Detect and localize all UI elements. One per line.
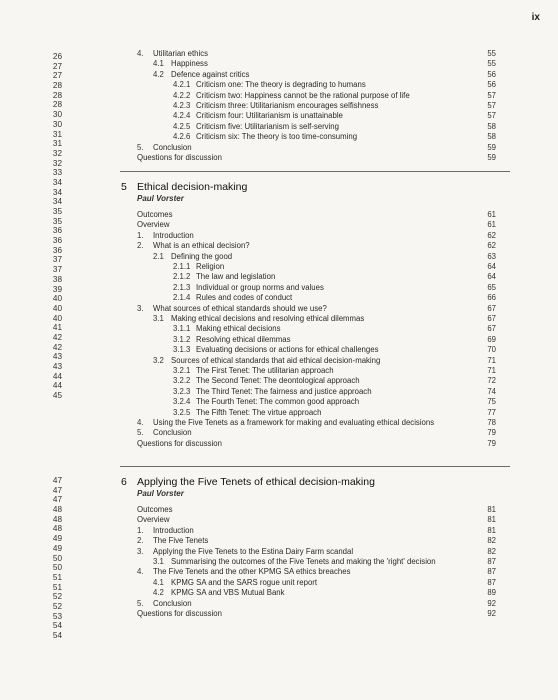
toc-entry-title: What is an ethical decision? bbox=[153, 241, 250, 251]
toc-entry-number: 4.2.3 bbox=[173, 101, 191, 110]
toc-entry[interactable] bbox=[0, 342, 558, 355]
margin-number: 31 bbox=[52, 139, 62, 149]
toc-entry[interactable] bbox=[0, 119, 558, 132]
toc-entry[interactable] bbox=[0, 418, 558, 428]
toc-entry-page: 71 bbox=[487, 355, 496, 365]
margin-number: 44 bbox=[52, 371, 62, 381]
margin-number: 48 bbox=[52, 505, 62, 515]
margin-number: 35 bbox=[52, 207, 62, 216]
margin-number: 54 bbox=[52, 621, 62, 631]
toc-entry[interactable] bbox=[0, 387, 558, 397]
toc-entry-number: 2.1.4 bbox=[173, 293, 191, 303]
toc-entry-title: Religion bbox=[196, 262, 225, 271]
toc-entry-page: 56 bbox=[487, 69, 496, 79]
margin-number: 42 bbox=[52, 342, 62, 352]
toc-entry-title: Evaluating decisions or actions for ethical challenges bbox=[196, 345, 379, 355]
toc-entry-number: 2.1.2 bbox=[173, 272, 191, 282]
toc-entry-number: 4.2 bbox=[153, 69, 164, 79]
margin-number: 42 bbox=[52, 332, 62, 342]
toc-entry-number: 5. bbox=[137, 598, 144, 608]
toc-entry-title: Resolving ethical dilemmas bbox=[196, 334, 291, 344]
toc-entry-title: The Fifth Tenet: The virtue approach bbox=[196, 407, 322, 417]
margin-number: 34 bbox=[52, 177, 62, 187]
toc-entry-number: 3.2.1 bbox=[173, 366, 191, 375]
toc-entry-page: 72 bbox=[487, 376, 496, 386]
toc-entry-page: 82 bbox=[487, 546, 496, 556]
toc-entry-title: The Five Tenets and the other KPMG SA ethics breaches bbox=[153, 567, 351, 577]
toc-entry[interactable] bbox=[0, 567, 558, 577]
toc-entry-page: 69 bbox=[487, 334, 496, 344]
toc-entry-title: Overview bbox=[137, 515, 170, 525]
chapter-6-title: Applying the Five Tenets of ethical decision-making bbox=[137, 476, 375, 488]
toc-entry-title: Questions for discussion bbox=[137, 153, 222, 162]
toc-entry-title: Summarising the outcomes of the Five Tenets and making the 'right' decision bbox=[171, 557, 436, 566]
margin-number: 47 bbox=[52, 495, 62, 505]
toc-entry-title: The Third Tenet: The fairness and justice approach bbox=[196, 386, 372, 396]
toc-entry-title: Using the Five Tenets as a framework for making and evaluating ethical decisions bbox=[153, 418, 435, 427]
toc-entry-page: 71 bbox=[487, 366, 496, 375]
margin-number: 27 bbox=[52, 71, 62, 81]
toc-entry[interactable] bbox=[0, 332, 558, 345]
toc-entry[interactable] bbox=[0, 356, 558, 366]
toc-entry-title: KPMG SA and the SARS rogue unit report bbox=[171, 577, 318, 587]
margin-number: 52 bbox=[52, 592, 62, 602]
margin-number: 50 bbox=[52, 553, 62, 563]
margin-number: 40 bbox=[52, 303, 62, 313]
toc-entry-title: Criticism six: The theory is too time-consuming bbox=[196, 132, 358, 142]
toc-entry-page: 63 bbox=[487, 251, 496, 261]
margin-number: 49 bbox=[52, 543, 62, 553]
toc-entry-title: Sources of ethical standards that aid ethical decision-making bbox=[171, 355, 381, 365]
toc-entry-number: 3.2.3 bbox=[173, 386, 191, 396]
toc-entry-title: KPMG SA and VBS Mutual Bank bbox=[171, 588, 285, 598]
toc-entry-number: 4. bbox=[137, 418, 144, 427]
toc-entry-title: Defence against critics bbox=[171, 69, 250, 79]
margin-number: 26 bbox=[52, 52, 62, 61]
toc-entry-number: 1. bbox=[137, 525, 144, 535]
chapter-6-number: 6 bbox=[121, 476, 127, 488]
toc-entry-page: 87 bbox=[487, 557, 496, 566]
toc-entry-page: 79 bbox=[487, 428, 496, 438]
toc-entry[interactable] bbox=[0, 439, 558, 449]
chapter-5-rule bbox=[120, 171, 510, 172]
toc-entry-number: 3.2.2 bbox=[173, 376, 191, 386]
toc-entry[interactable] bbox=[0, 129, 558, 142]
toc-entry-title: Overview bbox=[137, 220, 170, 230]
toc-entry[interactable] bbox=[0, 428, 558, 438]
toc-entry-number: 4.2.6 bbox=[173, 132, 191, 142]
toc-entry-page: 70 bbox=[487, 345, 496, 355]
toc-entry-title: Utilitarian ethics bbox=[153, 49, 209, 58]
margin-number: 44 bbox=[52, 381, 62, 391]
toc-entry[interactable] bbox=[0, 143, 558, 153]
toc-entry[interactable] bbox=[0, 536, 558, 546]
margin-number: 27 bbox=[52, 61, 62, 71]
toc-entry-page: 57 bbox=[487, 101, 496, 110]
toc-entry[interactable] bbox=[0, 408, 558, 418]
toc-entry[interactable] bbox=[0, 557, 558, 567]
toc-entry-title: Questions for discussion bbox=[137, 609, 222, 618]
margin-number: 36 bbox=[52, 226, 62, 236]
margin-number: 40 bbox=[52, 313, 62, 323]
toc-entry-title: Happiness bbox=[171, 59, 208, 69]
toc-entry[interactable] bbox=[0, 80, 558, 90]
toc-entry-number: 4.2.5 bbox=[173, 121, 191, 131]
margin-number: 35 bbox=[52, 216, 62, 226]
toc-entry-page: 66 bbox=[487, 293, 496, 303]
toc-entry-page: 79 bbox=[487, 438, 496, 448]
toc-entry-number: 2.1.1 bbox=[173, 262, 191, 271]
margin-number: 37 bbox=[52, 265, 62, 275]
toc-entry-page: 81 bbox=[487, 505, 496, 514]
toc-entry-page: 75 bbox=[487, 397, 496, 407]
toc-entry-page: 89 bbox=[487, 588, 496, 598]
toc-entry[interactable] bbox=[0, 153, 558, 163]
toc-entry-title: What sources of ethical standards should we use? bbox=[153, 303, 327, 313]
toc-entry-title: Making ethical decisions and resolving ethical dilemmas bbox=[171, 314, 365, 323]
toc-entry-title: Individual or group norms and values bbox=[196, 282, 324, 292]
page-number: ix bbox=[531, 12, 540, 23]
toc-entry[interactable] bbox=[0, 609, 558, 619]
toc-entry-number: 4.2 bbox=[153, 588, 164, 598]
toc-entry-page: 62 bbox=[487, 230, 496, 240]
toc-entry-title: Introduction bbox=[153, 525, 194, 535]
margin-number: 37 bbox=[52, 255, 62, 265]
toc-entry-number: 3.1 bbox=[153, 314, 164, 323]
margin-number: 34 bbox=[52, 197, 62, 207]
toc-entry-number: 3.2.5 bbox=[173, 407, 191, 417]
toc-entry[interactable] bbox=[0, 252, 558, 262]
margin-number: 28 bbox=[52, 90, 62, 100]
toc-entry-page: 64 bbox=[487, 272, 496, 282]
toc-entry-number: 2.1 bbox=[153, 251, 164, 261]
toc-entry-number: 4.2.4 bbox=[173, 111, 191, 121]
toc-entry-page: 67 bbox=[487, 314, 496, 323]
toc-entry[interactable] bbox=[0, 599, 558, 609]
margin-number: 36 bbox=[52, 245, 62, 255]
toc-entry-title: The First Tenet: The utilitarian approach bbox=[196, 366, 334, 375]
toc-entry-number: 3.1.2 bbox=[173, 334, 191, 344]
margin-number: 39 bbox=[52, 284, 62, 294]
toc-entry-number: 3.1.3 bbox=[173, 345, 191, 355]
toc-entry-number: 3. bbox=[137, 303, 144, 313]
toc-entry[interactable] bbox=[0, 272, 558, 282]
toc-entry-title: Defining the good bbox=[171, 251, 233, 261]
toc-entry-number: 5. bbox=[137, 142, 144, 152]
toc-entry[interactable] bbox=[0, 588, 558, 598]
margin-number: 51 bbox=[52, 582, 62, 592]
toc-entry-page: 67 bbox=[487, 324, 496, 334]
margin-number: 41 bbox=[52, 323, 62, 333]
margin-number: 48 bbox=[52, 524, 62, 534]
toc-entry[interactable] bbox=[0, 70, 558, 80]
toc-entry-page: 55 bbox=[487, 49, 496, 58]
toc-entry-title: Rules and codes of conduct bbox=[196, 293, 293, 303]
margin-number: 47 bbox=[52, 485, 62, 495]
margin-number: 47 bbox=[52, 476, 62, 485]
toc-entry-number: 3. bbox=[137, 546, 144, 556]
toc-entry[interactable] bbox=[0, 111, 558, 121]
toc-entry-number: 2.1.3 bbox=[173, 282, 191, 292]
margin-number: 54 bbox=[52, 631, 62, 640]
margin-number: 36 bbox=[52, 236, 62, 246]
toc-entry-title: Outcomes bbox=[137, 505, 173, 514]
toc-entry-title: Conclusion bbox=[153, 428, 192, 438]
margin-number: 48 bbox=[52, 514, 62, 524]
toc-entry[interactable] bbox=[0, 304, 558, 314]
toc-entry-number: 3.1 bbox=[153, 557, 164, 566]
toc-entry-number: 4.1 bbox=[153, 59, 164, 69]
toc-entry-page: 58 bbox=[487, 121, 496, 131]
margin-number: 28 bbox=[52, 81, 62, 91]
margin-number: 43 bbox=[52, 352, 62, 362]
toc-entry[interactable] bbox=[0, 505, 558, 515]
toc-entry[interactable] bbox=[0, 101, 558, 111]
margin-number: 32 bbox=[52, 148, 62, 158]
toc-entry-page: 81 bbox=[487, 515, 496, 525]
toc-entry-number: 1. bbox=[137, 230, 144, 240]
chapter-6-author: Paul Vorster bbox=[137, 489, 184, 498]
margin-number: 45 bbox=[52, 391, 62, 401]
margin-number: 43 bbox=[52, 362, 62, 371]
toc-entry-page: 64 bbox=[487, 262, 496, 271]
toc-entry[interactable] bbox=[0, 376, 558, 386]
toc-entry[interactable] bbox=[0, 366, 558, 376]
toc-entry-page: 59 bbox=[487, 142, 496, 152]
toc-entry-page: 92 bbox=[487, 598, 496, 608]
toc-entry-page: 78 bbox=[487, 418, 496, 427]
margin-number: 28 bbox=[52, 100, 62, 110]
toc-entry-title: The Five Tenets bbox=[153, 536, 209, 546]
toc-entry-page: 92 bbox=[487, 609, 496, 618]
margin-number: 38 bbox=[52, 274, 62, 284]
toc-entry-title: Criticism four: Utilitarianism is unattainable bbox=[196, 111, 343, 121]
toc-entry-title: The law and legislation bbox=[196, 272, 276, 282]
toc-entry[interactable] bbox=[0, 220, 558, 230]
toc-entry[interactable] bbox=[0, 324, 558, 334]
toc-entry-number: 4. bbox=[137, 49, 144, 58]
toc-entry[interactable] bbox=[0, 314, 558, 324]
toc-entry[interactable] bbox=[0, 231, 558, 241]
toc-entry[interactable] bbox=[0, 397, 558, 407]
toc-entry-page: 74 bbox=[487, 386, 496, 396]
toc-entry-page: 57 bbox=[487, 90, 496, 100]
toc-entry[interactable] bbox=[0, 293, 558, 303]
toc-entry-number: 3.2.4 bbox=[173, 397, 191, 407]
chapter-5-title: Ethical decision-making bbox=[137, 181, 248, 193]
toc-entry-page: 61 bbox=[487, 220, 496, 230]
toc-entry-title: Introduction bbox=[153, 230, 194, 240]
toc-entry-title: Outcomes bbox=[137, 210, 173, 219]
margin-number: 50 bbox=[52, 563, 62, 573]
toc-entry-page: 59 bbox=[487, 153, 496, 162]
margin-number: 52 bbox=[52, 601, 62, 611]
toc-entry-title: Questions for discussion bbox=[137, 438, 222, 448]
margin-number: 51 bbox=[52, 572, 62, 582]
margin-number: 30 bbox=[52, 110, 62, 120]
toc-entry-page: 81 bbox=[487, 525, 496, 535]
toc-entry[interactable] bbox=[0, 578, 558, 588]
toc-entry[interactable] bbox=[0, 59, 558, 69]
toc-entry-page: 56 bbox=[487, 80, 496, 90]
toc-entry-number: 4.2.2 bbox=[173, 90, 191, 100]
chapter-5-number: 5 bbox=[121, 181, 127, 193]
toc-entry-title: The Fourth Tenet: The common good approach bbox=[196, 397, 360, 407]
toc-entry-page: 62 bbox=[487, 241, 496, 251]
margin-number: 30 bbox=[52, 119, 62, 129]
toc-entry-title: Conclusion bbox=[153, 142, 192, 152]
toc-entry-title: Criticism five: Utilitarianism is self-serving bbox=[196, 121, 339, 131]
margin-number: 49 bbox=[52, 534, 62, 544]
toc-entry-number: 2. bbox=[137, 241, 144, 251]
toc-entry-page: 58 bbox=[487, 132, 496, 142]
toc-entry-number: 2. bbox=[137, 536, 144, 546]
toc-entry[interactable] bbox=[0, 241, 558, 251]
toc-entry-number: 3.2 bbox=[153, 355, 164, 365]
toc-entry[interactable] bbox=[0, 262, 558, 272]
toc-entry-page: 82 bbox=[487, 536, 496, 546]
chapter-5-author: Paul Vorster bbox=[137, 194, 184, 203]
margin-number: 40 bbox=[52, 294, 62, 304]
toc-entry-title: Conclusion bbox=[153, 598, 192, 608]
toc-entry-number: 4.2.1 bbox=[173, 80, 191, 90]
toc-entry-number: 4.1 bbox=[153, 577, 164, 587]
toc-entry-page: 61 bbox=[487, 210, 496, 219]
toc-entry-title: Making ethical decisions bbox=[196, 324, 281, 334]
toc-entry-title: Applying the Five Tenets to the Estina Dairy Farm scandal bbox=[153, 546, 354, 556]
toc-entry-number: 5. bbox=[137, 428, 144, 438]
toc-entry[interactable] bbox=[0, 283, 558, 293]
margin-number: 32 bbox=[52, 158, 62, 168]
toc-entry[interactable] bbox=[0, 91, 558, 101]
toc-entry-page: 77 bbox=[487, 407, 496, 417]
margin-number: 31 bbox=[52, 129, 62, 139]
toc-entry[interactable] bbox=[0, 49, 558, 59]
toc-entry[interactable] bbox=[0, 526, 558, 536]
toc-entry[interactable] bbox=[0, 210, 558, 220]
margin-number: 34 bbox=[52, 187, 62, 197]
toc-entry-page: 87 bbox=[487, 577, 496, 587]
toc-entry[interactable] bbox=[0, 515, 558, 525]
toc-entry-number: 4. bbox=[137, 567, 144, 577]
toc-entry-title: Criticism two: Happiness cannot be the rational purpose of life bbox=[196, 90, 410, 100]
margin-number: 33 bbox=[52, 168, 62, 178]
toc-entry-page: 57 bbox=[487, 111, 496, 121]
toc-entry-page: 65 bbox=[487, 282, 496, 292]
chapter-6-rule bbox=[120, 466, 510, 467]
toc-entry-number: 3.1.1 bbox=[173, 324, 191, 334]
toc-entry-page: 67 bbox=[487, 303, 496, 313]
toc-entry-page: 87 bbox=[487, 567, 496, 577]
toc-entry-title: Criticism three: Utilitarianism encourages selfishness bbox=[196, 101, 379, 110]
toc-entry[interactable] bbox=[0, 547, 558, 557]
toc-entry-title: The Second Tenet: The deontological approach bbox=[196, 376, 360, 386]
toc-entry-title: Criticism one: The theory is degrading to humans bbox=[196, 80, 366, 90]
toc-entry-page: 55 bbox=[487, 59, 496, 69]
margin-number: 53 bbox=[52, 611, 62, 621]
